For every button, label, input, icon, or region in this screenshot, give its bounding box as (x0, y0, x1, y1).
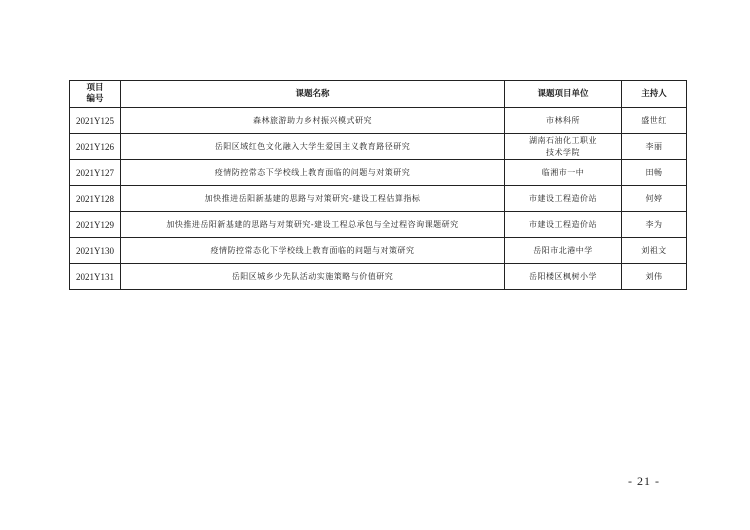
cell-title: 加快推进岳阳新基建的思路与对策研究-建设工程总承包与全过程咨询课题研究 (121, 212, 505, 238)
cell-host: 刘伟 (622, 264, 687, 290)
cell-code: 2021Y129 (70, 212, 121, 238)
cell-host: 田畅 (622, 160, 687, 186)
cell-title: 森林旅游助力乡村振兴模式研究 (121, 108, 505, 134)
cell-host: 刘祖文 (622, 238, 687, 264)
table-row (70, 212, 687, 238)
cell-host: 李丽 (622, 134, 687, 160)
cell-title: 疫情防控常态下学校线上教育面临的问题与对策研究 (121, 160, 505, 186)
header-code-label: 项目 编号 (86, 83, 104, 104)
cell-code: 2021Y126 (70, 134, 121, 160)
table-row (70, 264, 687, 290)
cell-code: 2021Y131 (70, 264, 121, 290)
table-row (70, 238, 687, 264)
cell-unit: 市建设工程造价站 (505, 212, 622, 238)
table-row (70, 160, 687, 186)
cell-host: 李为 (622, 212, 687, 238)
cell-code: 2021Y128 (70, 186, 121, 212)
project-table (69, 80, 687, 290)
cell-code: 2021Y125 (70, 108, 121, 134)
cell-code: 2021Y130 (70, 238, 121, 264)
cell-title: 岳阳区城乡少先队活动实施策略与价值研究 (121, 264, 505, 290)
header-title: 课题名称 (121, 81, 505, 108)
cell-unit: 湖南石油化工职业 技术学院 (505, 134, 622, 160)
cell-title: 岳阳区域红色文化融入大学生爱国主义教育路径研究 (121, 134, 505, 160)
cell-unit: 市林科所 (505, 108, 622, 134)
cell-unit: 临湘市一中 (505, 160, 622, 186)
cell-title: 疫情防控常态化下学校线上教育面临的问题与对策研究 (121, 238, 505, 264)
cell-unit: 市建设工程造价站 (505, 186, 622, 212)
header-unit: 课题项目单位 (505, 81, 622, 108)
cell-unit: 岳阳楼区枫树小学 (505, 264, 622, 290)
cell-unit: 岳阳市北港中学 (505, 238, 622, 264)
page-number: - 21 - (628, 474, 660, 488)
cell-code: 2021Y127 (70, 160, 121, 186)
table-header-row (70, 81, 687, 108)
header-code (70, 81, 121, 108)
table-row (70, 186, 687, 212)
table-row (70, 108, 687, 134)
cell-host: 盛世红 (622, 108, 687, 134)
cell-host: 何婷 (622, 186, 687, 212)
cell-title: 加快推进岳阳新基建的思路与对策研究-建设工程估算指标 (121, 186, 505, 212)
table-row (70, 134, 687, 160)
header-host: 主持人 (622, 81, 687, 108)
